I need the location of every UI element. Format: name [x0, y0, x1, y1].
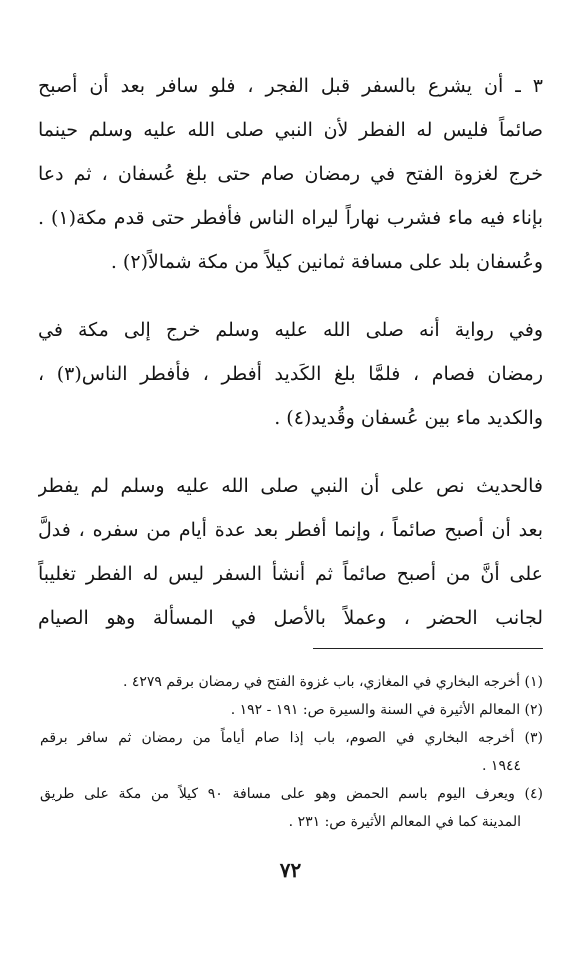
text-line: صائماً فليس له الفطر لأن النبي صلى الله عليه وسلم حينما: [38, 119, 543, 141]
footnote-2: (٢) المعالم الأثيرة في السنة والسيرة ص: ١٩١ - ١٩٢ .: [230, 702, 543, 718]
footnote-4: (٤) ويعرف اليوم باسم الحمض وهو على مسافة ٩٠ كيلاً من مكة على طريق: [40, 786, 543, 802]
text-line: ٣ ـ أن يشرع بالسفر قبل الفجر ، فلو سافر بعد أن أصبح: [38, 75, 543, 97]
text-line: والكديد ماء بين عُسفان وقُديد(٤) .: [274, 407, 543, 429]
main-text: [38, 64, 543, 640]
text-line: رمضان فصام ، فلمَّا بلغ الكَديد أفطر ، فأفطر الناس(٣) ،: [38, 363, 543, 385]
footnote-3: (٣) أخرجه البخاري في الصوم، باب إذا صام أياماً من رمضان ثم سافر برقم: [40, 730, 543, 746]
text-line: وفي رواية أنه صلى الله عليه وسلم خرج إلى مكة في: [38, 319, 543, 341]
paragraph-gap: [38, 284, 543, 308]
footnote-3-continued: ١٩٤٤ .: [482, 758, 521, 774]
text-line: فالحديث نص على أن النبي صلى الله عليه وسلم لم يفطر: [38, 475, 543, 497]
page-number: ٧٢: [279, 858, 302, 882]
text-line: على أنَّ من أصبح صائماً ثم أنشأ السفر ليس له الفطر تغليباً: [38, 563, 543, 585]
footnote-4-continued: المدينة كما في المعالم الأثيرة ص: ٢٣١ .: [288, 814, 521, 830]
paragraph-gap: [38, 440, 543, 464]
text-line: بعد أن أصبح صائماً ، وإنما أفطر بعد عدة أيام من سفره ، فدلَّ: [38, 519, 543, 541]
footnote-divider: [313, 648, 543, 649]
text-line: بإناء فيه ماء فشرب نهاراً ليراه الناس فأفطر حتى قدم مكة(١) .: [38, 207, 543, 229]
footnote-1: (١) أخرجه البخاري في المغازي، باب غزوة الفتح في رمضان برقم ٤٢٧٩ .: [122, 674, 543, 690]
text-line: لجانب الحضر ، وعملاً بالأصل في المسألة وهو الصيام: [38, 607, 543, 629]
text-line: وعُسفان بلد على مسافة ثمانين كيلاً من مكة شمالاً(٢) .: [110, 251, 543, 273]
footnotes: [40, 668, 543, 836]
text-line: خرج لغزوة الفتح في رمضان صام حتى بلغ عُسفان ، ثم دعا: [38, 163, 543, 185]
